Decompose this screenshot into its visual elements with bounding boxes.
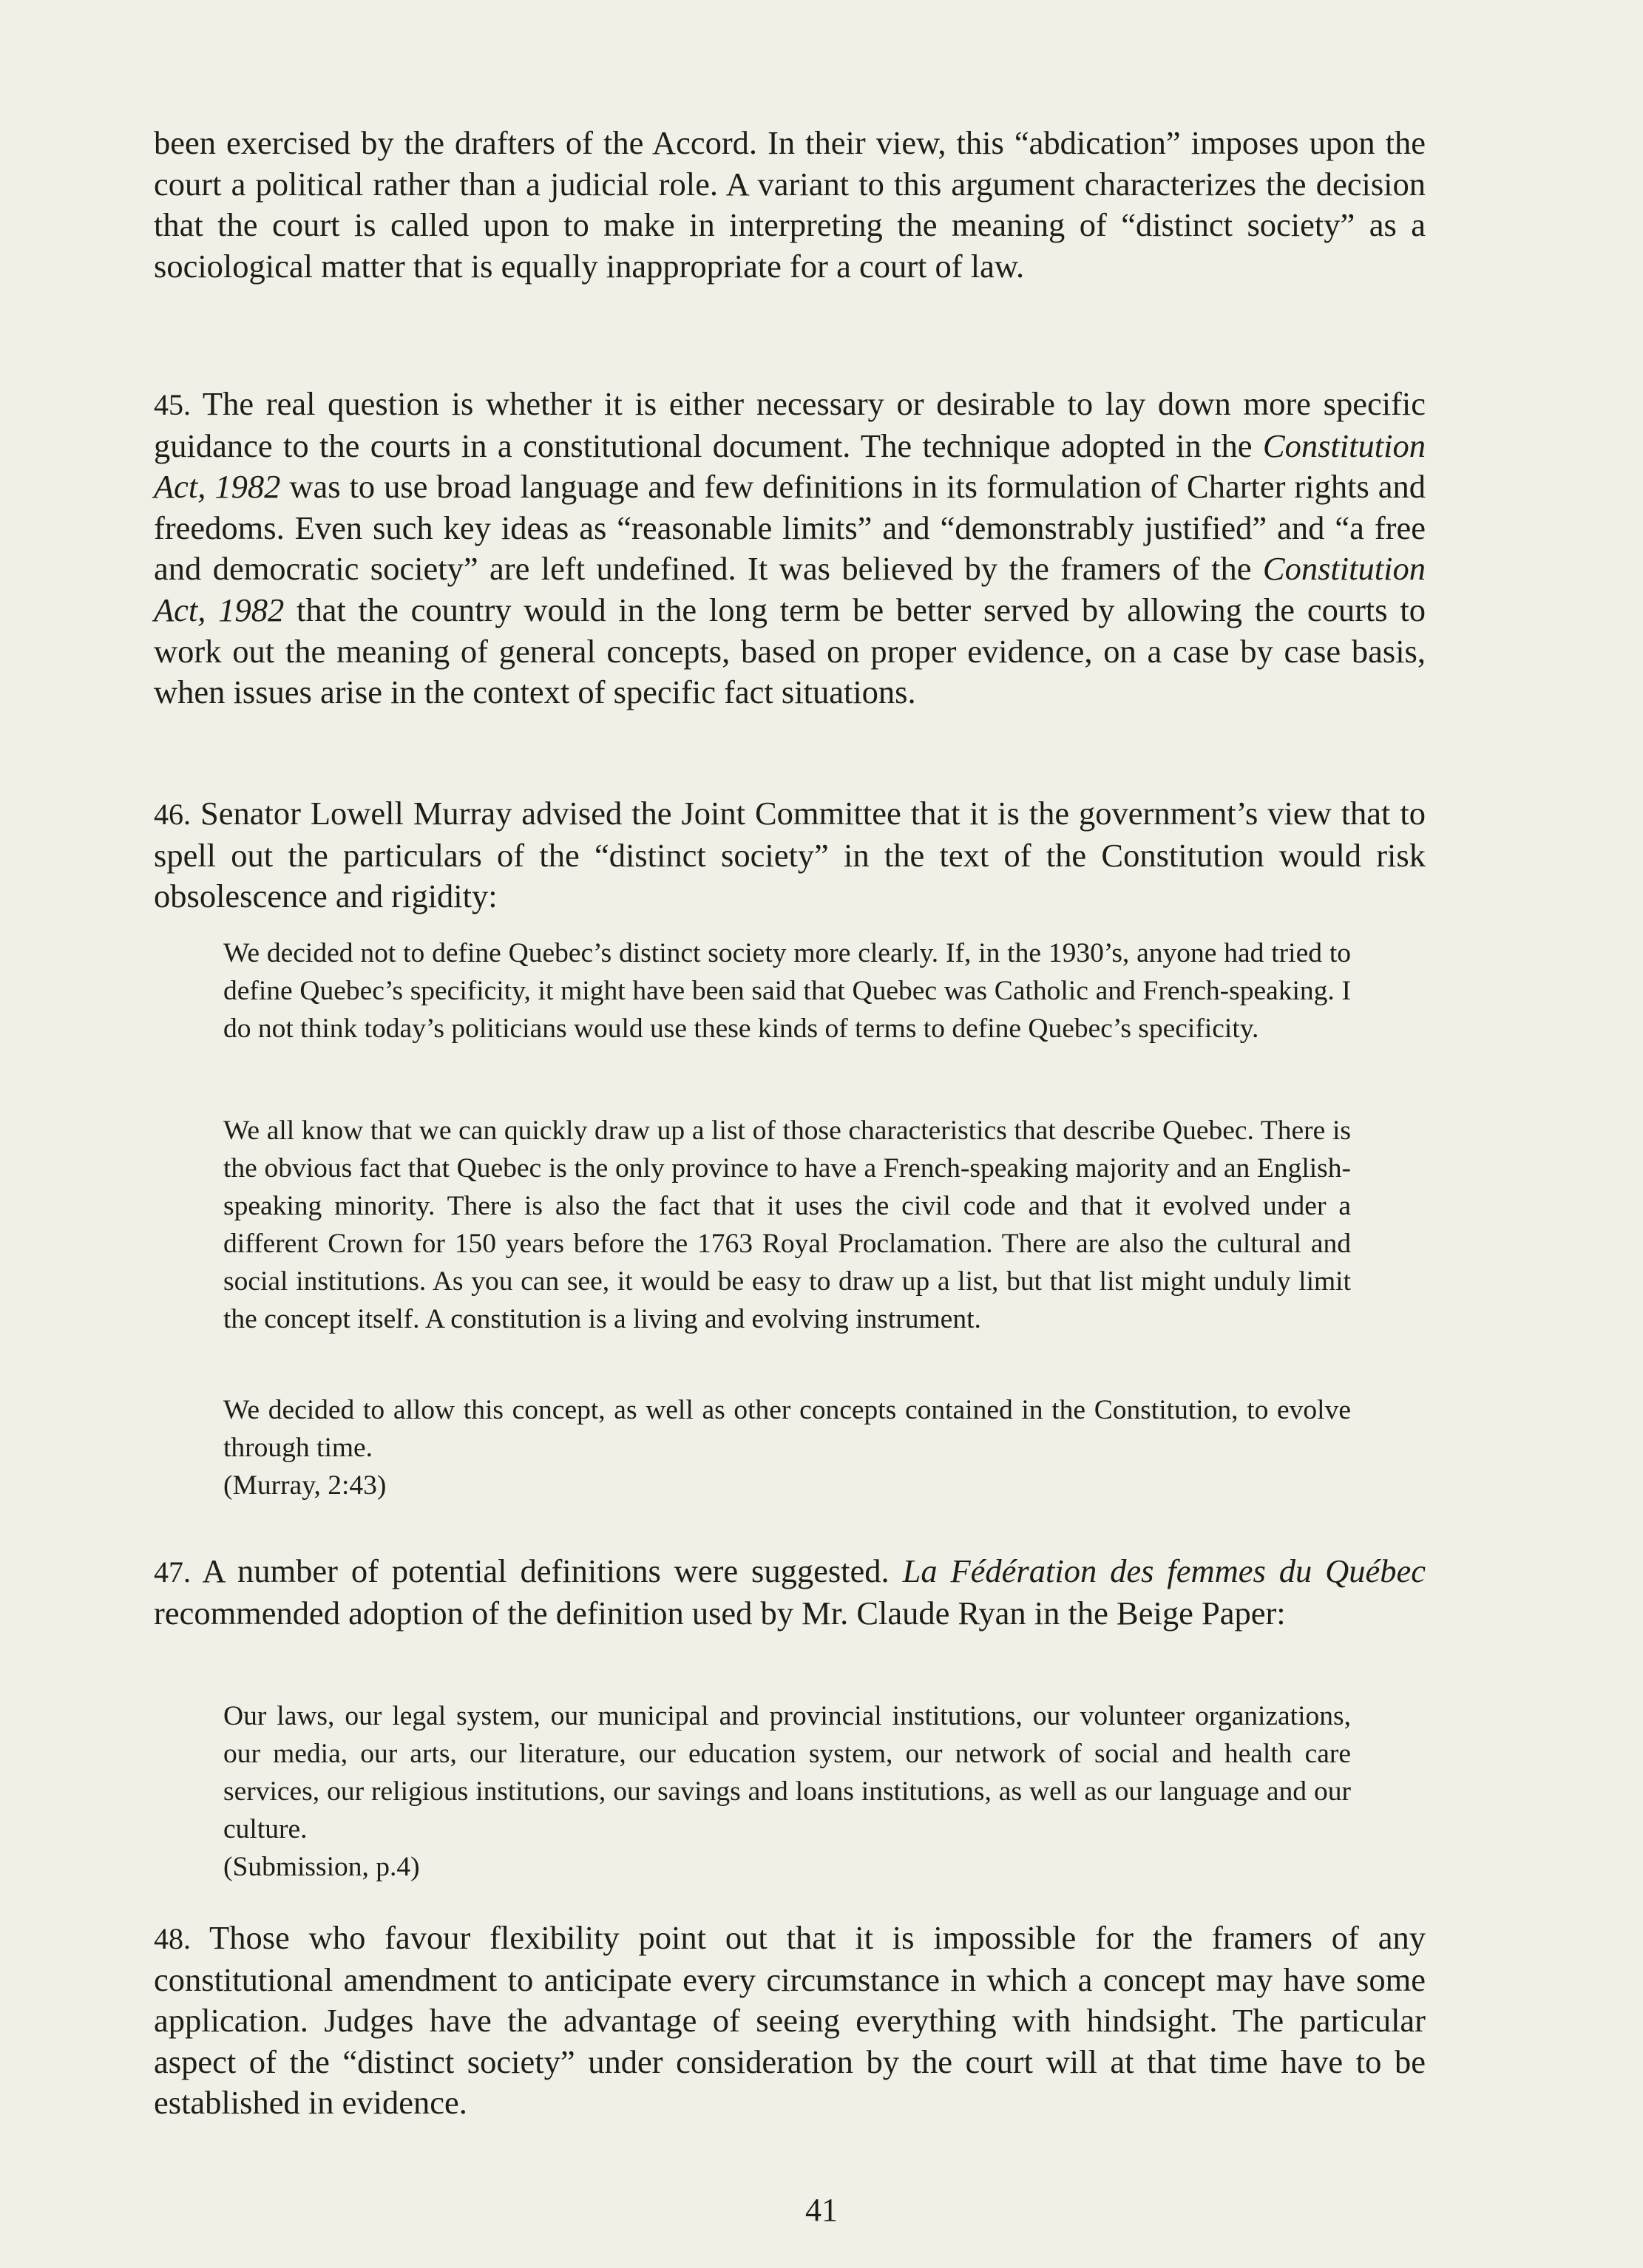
paragraph-48 bbox=[154, 1918, 1426, 2124]
quote-citation: (Submission, p.4) bbox=[223, 1852, 420, 1882]
paragraph-47 bbox=[154, 1551, 1426, 1634]
block-quote-ryan bbox=[223, 1697, 1351, 1886]
paragraph-text: recommended adoption of the definition used by Mr. Claude Ryan in the Beige Paper: bbox=[154, 1594, 1286, 1632]
italic-title: Constitution Act, 1982 bbox=[154, 550, 1426, 628]
paragraph-text: that the country would in the long term be better served by allowing the courts to work out the meaning of general concepts, based on proper evidence, on a case by case basis, when issues arise in the context of specific fact situations. bbox=[154, 591, 1426, 711]
italic-organization: La Fédération des femmes du Québec bbox=[902, 1552, 1426, 1589]
paragraph-text: Senator Lowell Murray advised the Joint Committee that it is the government’s view that to spell out the particulars of the “distinct society” in the text of the Constitution would risk obsolescence and rigidity: bbox=[154, 795, 1426, 915]
quote-paragraph: We decided to allow this concept, as well as other concepts contained in the Constitution, to evolve through time. bbox=[223, 1395, 1351, 1463]
paragraph-number: 45. bbox=[154, 388, 191, 421]
quote-paragraph: Our laws, our legal system, our municipal and provincial institutions, our volunteer organizations, our media, our arts, our literature, our education system, our network of social and health care services, our religious institutions, our savings and loans institutions, as well as our language and our culture. bbox=[223, 1701, 1351, 1844]
paragraph-text: Those who favour flexibility point out that it is impossible for the framers of any constitutional amendment to anticipate every circumstance in which a concept may have some application. Judges have the advantage of seeing everything with hindsight. The particular aspect of the “distinct society” under consideration by the court will at that time have to be established in evidence. bbox=[154, 1919, 1426, 2122]
page-number: 41 bbox=[805, 2192, 838, 2228]
block-quote-murray bbox=[223, 934, 1351, 1048]
paragraph-text: A number of potential definitions were suggested. bbox=[191, 1552, 903, 1589]
quote-citation: (Murray, 2:43) bbox=[223, 1470, 387, 1501]
paragraph-text: been exercised by the drafters of the Accord. In their view, this “abdication” imposes upon the court a political rather than a judicial role. A variant to this argument characterizes the decision that the court is called upon to make in interpreting the meaning of “distinct society” as a sociological matter that is equally inappropriate for a court of law. bbox=[154, 124, 1426, 285]
paragraph-number: 48. bbox=[154, 1922, 191, 1955]
paragraph-45 bbox=[154, 384, 1426, 713]
quote-paragraph: We all know that we can quickly draw up a list of those characteristics that describe Quebec. There is the obvious fact that Quebec is the only province to have a French-speaking majority and an English-speaking minority. There is also the fact that it uses the civil code and that it evolved under a different Crown for 150 years before the 1763 Royal Proclamation. There are also the cultural and social institutions. As you can see, it would be easy to draw up a list, but that list might unduly limit the concept itself. A constitution is a living and evolving instrument. bbox=[223, 1116, 1351, 1334]
paragraph-46 bbox=[154, 793, 1426, 917]
italic-title: Constitution Act, 1982 bbox=[154, 427, 1426, 506]
paragraph-number: 46. bbox=[154, 798, 191, 831]
paragraph-text: was to use broad language and few definitions in its formulation of Charter rights and freedoms. Even such key ideas as “reasonable limits” and “demonstrably justified” and “a free and democratic society” are left undefined. It was believed by the framers of the bbox=[154, 468, 1426, 588]
paragraph-44-continued bbox=[154, 123, 1426, 287]
quote-paragraph: We decided not to define Quebec’s distinct society more clearly. If, in the 1930’s, anyone had tried to define Quebec’s specificity, it might have been said that Quebec was Catholic and French-speaking. I do not think today’s politicians would use these kinds of terms to define Quebec’s specificity. bbox=[223, 938, 1351, 1044]
block-quote-murray-2 bbox=[223, 1112, 1351, 1338]
paragraph-number: 47. bbox=[154, 1555, 191, 1589]
paragraph-text: The real question is whether it is either necessary or desirable to lay down more specific guidance to the courts in a constitutional document. The technique adopted in the bbox=[154, 385, 1426, 464]
block-quote-murray-3 bbox=[223, 1391, 1351, 1504]
